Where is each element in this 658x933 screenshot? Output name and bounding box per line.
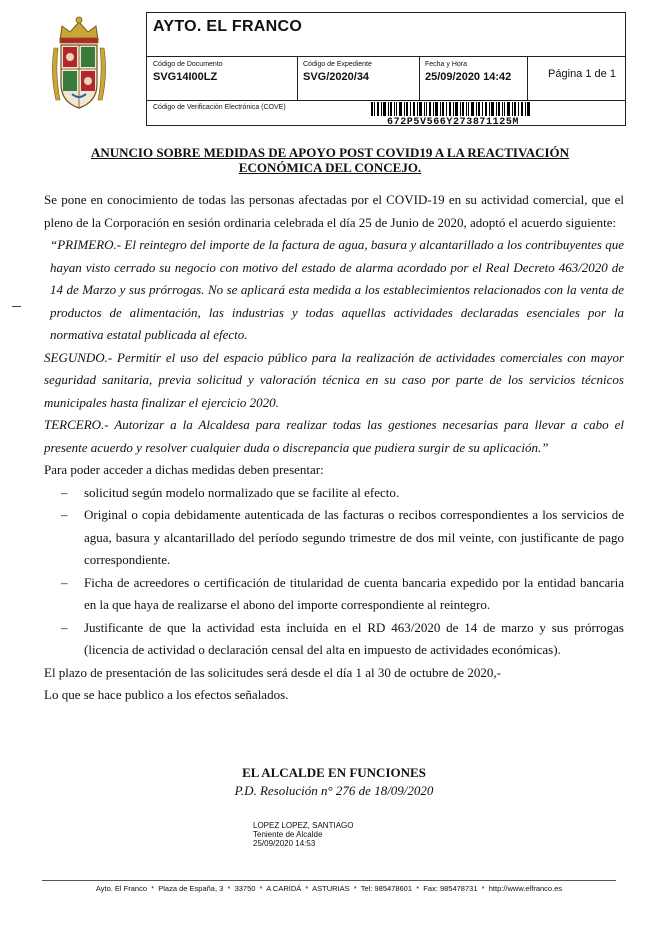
document-code-label: Código de Documento (153, 61, 223, 68)
cove-label: Código de Verificación Electrónica (COVE) (153, 104, 286, 111)
agreement-primero: “PRIMERO.- El reintegro del importe de la factura de agua, basura y alcantarillado a los contribuyentes que hayan visto cerrado su negocio con motivo del estado de alarma acordado por el Real Decreto 463/2020 de 14 de Marzo y sus prórrogas. No se aplicará esta medida a los establecimientos relacionados con la venta de productos de alimentación, las industrias y todas aquellas actividades declaradas esenciales por la normativa estatal publicada al efecto. (50, 237, 624, 342)
stamp-position: Teniente de Alcalde (253, 830, 323, 839)
requirements-intro: Para poder acceder a dichas medidas deben presentar: (44, 462, 324, 477)
title-line-2: ECONÓMICA DEL CONCEJO. (238, 160, 422, 175)
agreement-tercero: TERCERO.- Autorizar a la Alcaldesa para realizar todas las gestiones necesarias para llevar a cabo el presente acuerdo y resolver cualquier duda o discrepancia que pudiera surgir de su aplicación.” (44, 417, 624, 455)
list-item-text: Original o copia debidamente autenticada de las facturas o recibos correspondientes a los servicios de agua, basura y alcantarillado del período segundo trimestre de dos mil veinte, con justificante de pago correspondiente. (84, 507, 624, 567)
file-code-cell (303, 60, 372, 83)
requirements-list (44, 482, 624, 662)
intro-paragraph: Se pone en conocimiento de todas las personas afectadas por el COVID-19 en su actividad comercial, que el pleno de la Corporación en sesión ordinaria celebrada el día 25 de Junio de 2020, adoptó el acuerdo siguiente: (44, 192, 624, 230)
stamp-datetime: 25/09/2020 14:53 (253, 839, 316, 848)
document-code: SVG14I00LZ (153, 71, 218, 83)
document-body (44, 189, 624, 707)
announcement-title (40, 145, 620, 175)
list-item: – solicitud según modelo normalizado que se facilite al efecto. (61, 484, 400, 500)
electronic-signature-stamp (253, 821, 353, 848)
organization-name: AYTO. EL FRANCO (153, 18, 303, 35)
title-line-1: ANUNCIO SOBRE MEDIDAS DE APOYO POST COVID19 A LA REACTIVACIÓN (90, 145, 570, 160)
list-item-text: solicitud según modelo normalizado que se facilite al efecto. (84, 484, 400, 500)
file-code-label: Código de Expediente (303, 61, 372, 68)
list-item: – Original o copia debidamente autenticada de las facturas o recibos correspondientes a los servicios de agua, basura y alcantarillado del período segundo trimestre de dos mil veinte, con justificante de pago correspondiente. (61, 507, 624, 567)
closing-paragraph: Lo que se hace publico a los efectos señalados. (44, 687, 289, 702)
coat-of-arms-logo (48, 14, 110, 114)
date-cell (425, 60, 511, 83)
signature-block (44, 764, 624, 800)
file-code: SVG/2020/34 (303, 71, 370, 83)
signer-role: EL ALCALDE EN FUNCIONES (242, 765, 426, 780)
footer-address: Ayto. El Franco * Plaza de España, 3 * 33750 * A CARIDÁ * ASTURIAS * Tel: 985478601 * Fax: 985478731 * http://www.elfranco.es (95, 884, 563, 893)
date-value: 25/09/2020 14:42 (425, 71, 512, 83)
document-header-box (146, 12, 626, 126)
list-item-text: Ficha de acreedores o certificación de titularidad de cuenta bancaria expedido por la entidad bancaria en la que haya de realizarse el abono del importe correspondiente al reintegro. (84, 574, 624, 612)
page-number: Página 1 de 1 (548, 68, 616, 80)
cove-code: 672P5V566Y273871125M (387, 117, 520, 128)
barcode (371, 102, 531, 116)
footer-divider (42, 880, 616, 881)
date-label: Fecha y Hora (425, 61, 468, 68)
stamp-name: LOPEZ LOPEZ, SANTIAGO (253, 821, 354, 830)
document-code-cell (153, 60, 223, 83)
list-item: – Justificante de que la actividad esta incluida en el RD 463/2020 de 14 de marzo y sus prórrogas (licencia de actividad o declaración censal del alta en impuesto de actividades económicas). (61, 619, 624, 657)
agreement-segundo: SEGUNDO.- Permitir el uso del espacio público para la realización de actividades comerciales con mayor seguridad sanitaria, previa solicitud y valoración técnica en su caso por parte de los servicios técnicos municipales hasta finalizar el ejercicio 2020. (44, 349, 624, 410)
deadline-paragraph: El plazo de presentación de las solicitudes será desde el día 1 al 30 de octubre de 2020,- (44, 664, 502, 680)
list-item: – Ficha de acreedores o certificación de titularidad de cuenta bancaria expedido por la entidad bancaria en la que haya de realizarse el abono del importe correspondiente al reintegro. (61, 574, 624, 612)
margin-mark (12, 306, 21, 307)
list-item-text: Justificante de que la actividad esta incluida en el RD 463/2020 de 14 de marzo y sus prórrogas (licencia de actividad o declaración censal del alta en impuesto de actividades económicas). (84, 619, 624, 657)
signer-resolution: P.D. Resolución n° 276 de 18/09/2020 (234, 783, 434, 798)
